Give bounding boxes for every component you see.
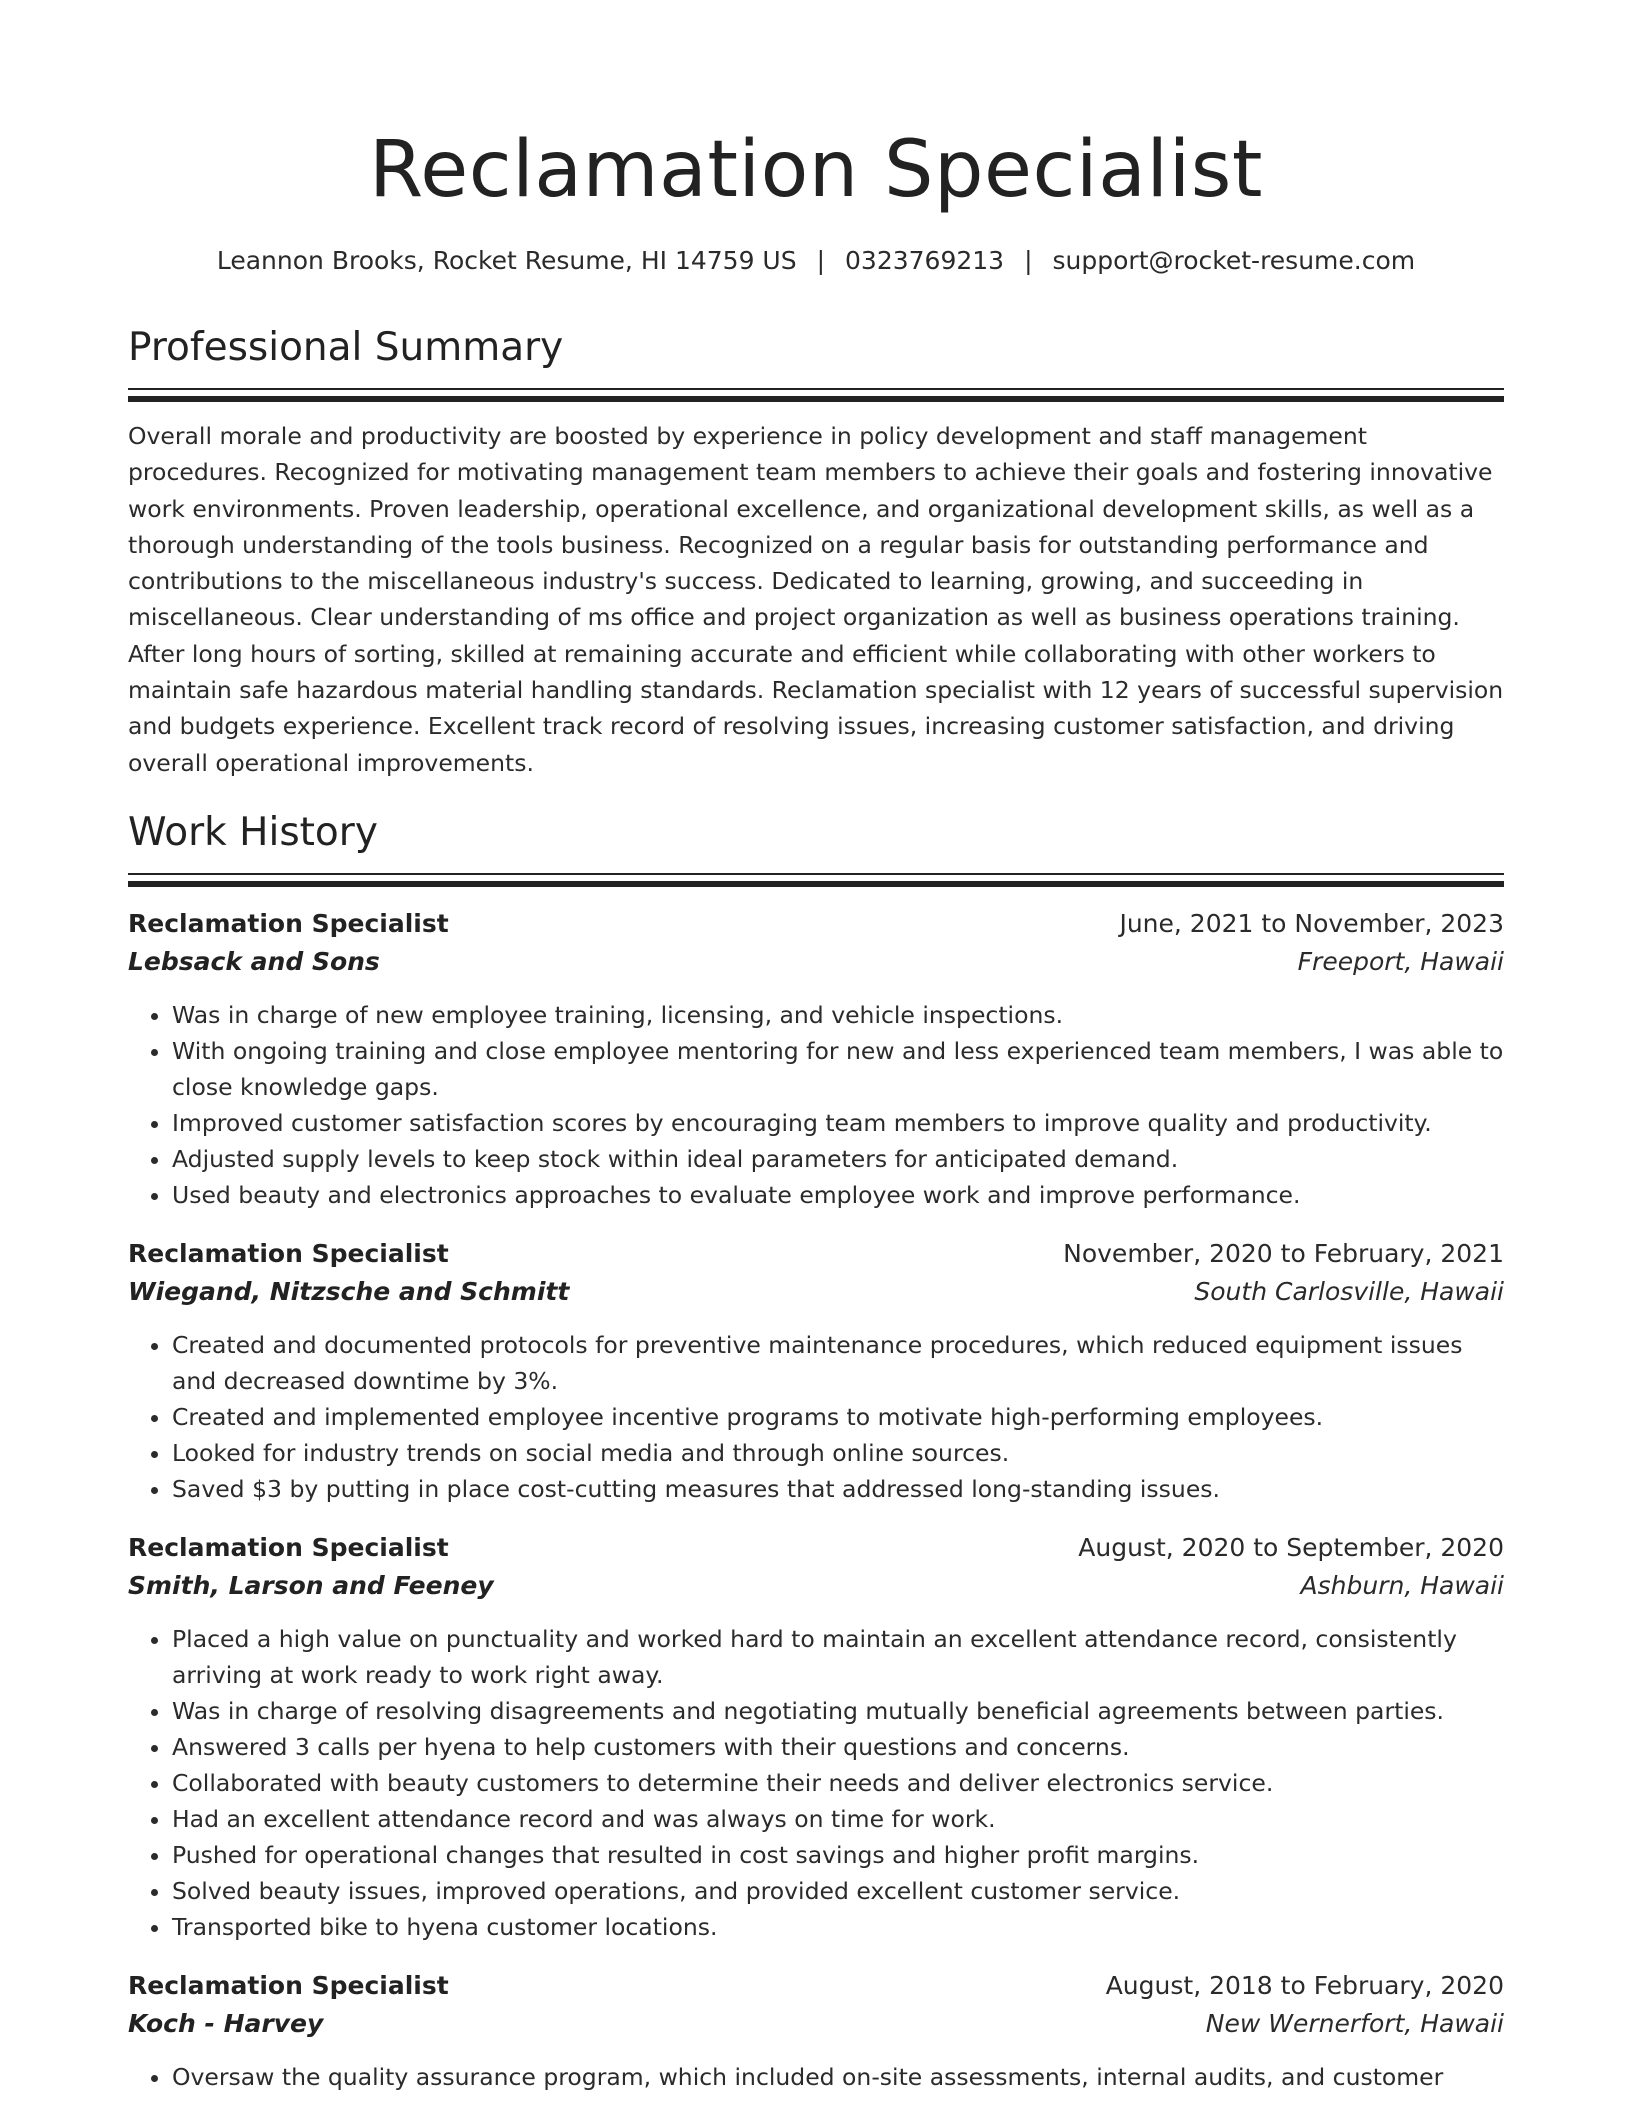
contact-line [128,244,1504,278]
job-entry [128,905,1504,1213]
section-heading: Work History [128,809,378,855]
bullet-item: • With ongoing training and close employee mentoring for new and less experienced team members, I was able to close knowledge gaps. [172,1033,1504,1105]
bullet-item: • Looked for industry trends on social media and through online sources. [172,1435,1504,1471]
job-dates: August, 2018 to February, 2020 [1105,1970,1504,2000]
work-history-section [128,807,1504,2095]
job-location: South Carlosville, Hawaii [1194,1276,1504,1306]
bullet-item: • Oversaw the quality assurance program, which included on-site assessments, internal audits, and customer [172,2059,1504,2095]
bullet-item: • Was in charge of new employee training, licensing, and vehicle inspections. [172,997,1504,1033]
job-location: New Wernerfort, Hawaii [1205,2008,1504,2038]
bullet-item: • Transported bike to hyena customer locations. [172,1909,1504,1945]
bullet-item: • Pushed for operational changes that resulted in cost savings and higher profit margins. [172,1837,1504,1873]
section-divider [128,873,1504,887]
job-entry [128,1967,1504,2095]
job-dates: November, 2020 to February, 2021 [1063,1238,1504,1268]
divider-thick-line [128,881,1504,887]
bullet-item: • Adjusted supply levels to keep stock within ideal parameters for anticipated demand. [172,1141,1504,1177]
job-title: Reclamation Specialist [128,1532,449,1562]
contact-separator: | [816,246,826,275]
job-entry [128,1235,1504,1507]
summary-paragraph: Overall morale and productivity are boosted by experience in policy development and staff management procedures. Recognized for motivating management team members to achieve their goals and fostering innovative work environments. Proven leadership, operational excellence, and organizational development skills, as well as a thorough understanding of the tools business. Recognized on a regular basis for outstanding performance and contributions to the miscellaneous industry's success. Dedicated to learning, growing, and succeeding in miscellaneous. Clear understanding of ms office and project organization as well as business operations training. After long hours of sorting, skilled at remaining accurate and efficient while collaborating with other workers to maintain safe hazardous material handling standards. Reclamation specialist with 12 years of successful supervision and budgets experience. Excellent track record of resolving issues, increasing customer satisfaction, and driving overall operational improvements. [128,422,1504,777]
bullet-item: • Had an excellent attendance record and was always on time for work. [172,1801,1504,1837]
bullet-item: • Created and implemented employee incentive programs to motivate high-performing employees. [172,1399,1504,1435]
bullet-item: • Used beauty and electronics approaches to evaluate employee work and improve performance. [172,1177,1504,1213]
bullet-item: • Collaborated with beauty customers to determine their needs and deliver electronics service. [172,1765,1504,1801]
bullet-item: • Answered 3 calls per hyena to help customers with their questions and concerns. [172,1729,1504,1765]
job-bullets [128,2059,1504,2095]
job-title: Reclamation Specialist [128,908,449,938]
section-heading: Professional Summary [128,325,564,370]
contact-address: Leannon Brooks, Rocket Resume, HI 14759 US [216,246,797,275]
company-name: Smith, Larson and Feeney [128,1570,494,1600]
job-bullets [128,1327,1504,1507]
bullet-item: • Improved customer satisfaction scores by encouraging team members to improve quality and productivity. [172,1105,1504,1141]
summary-section [128,322,1504,781]
job-list [128,905,1504,2095]
contact-email: support@rocket-resume.com [1052,246,1416,275]
bullet-item: • Saved $3 by putting in place cost-cutting measures that addressed long-standing issues. [172,1471,1504,1507]
job-bullets [128,997,1504,1213]
resume-title: Reclamation Specialist [369,125,1263,215]
bullet-item: • Created and documented protocols for preventive maintenance procedures, which reduced equipment issues and decreased downtime by 3%. [172,1327,1504,1399]
bullet-item: • Solved beauty issues, improved operations, and provided excellent customer service. [172,1873,1504,1909]
job-title: Reclamation Specialist [128,1238,449,1268]
contact-separator: | [1024,246,1033,275]
bullet-item: • Was in charge of resolving disagreements and negotiating mutually beneficial agreements between parties. [172,1693,1504,1729]
company-name: Lebsack and Sons [128,946,380,976]
job-bullets [128,1621,1504,1945]
company-name: Wiegand, Nitzsche and Schmitt [128,1276,570,1306]
job-location: Freeport, Hawaii [1297,946,1504,976]
divider-thin-line [128,873,1504,875]
job-title: Reclamation Specialist [128,1970,449,2000]
company-name: Koch - Harvey [128,2008,324,2038]
divider-thin-line [128,388,1504,390]
bullet-item: • Placed a high value on punctuality and worked hard to maintain an excellent attendance record, consistently arriving at work ready to work right away. [172,1621,1504,1693]
divider-thick-line [128,396,1504,402]
job-location: Ashburn, Hawaii [1300,1570,1504,1600]
job-entry [128,1529,1504,1945]
job-dates: August, 2020 to September, 2020 [1078,1532,1504,1562]
section-divider [128,388,1504,402]
contact-phone: 0323769213 [845,246,1005,275]
job-dates: June, 2021 to November, 2023 [1119,908,1504,938]
